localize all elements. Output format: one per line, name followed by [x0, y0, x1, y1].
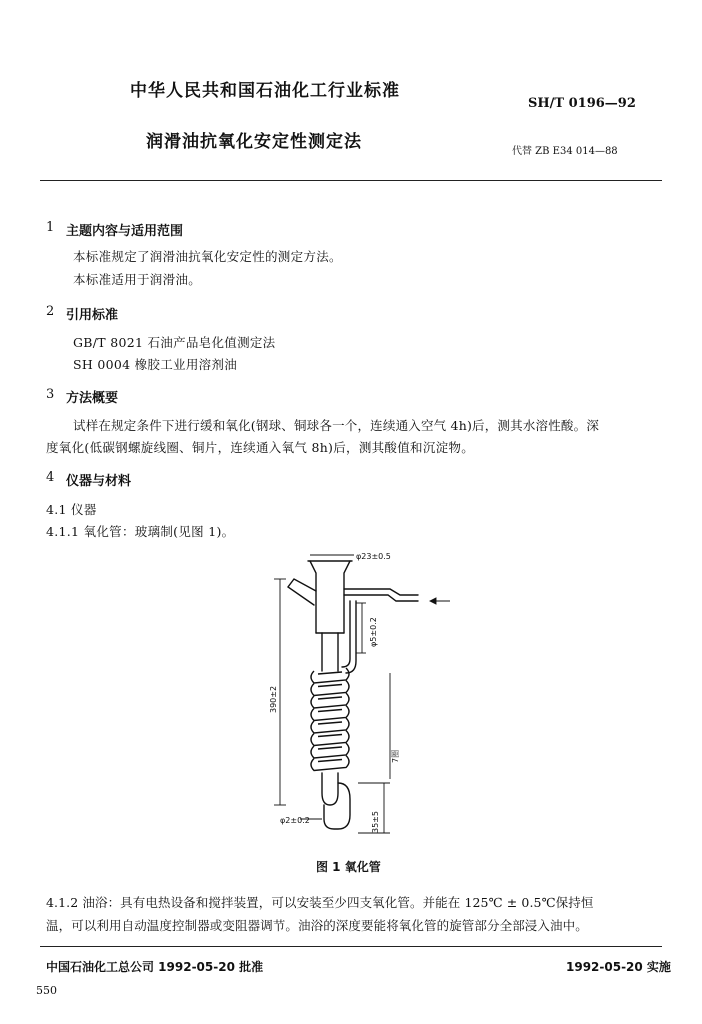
section-2-number: 2 — [46, 304, 55, 319]
section-3-line-1: 试样在规定条件下进行缓和氧化(钢球、铜球各一个，连续通入空气 4h)后，测其水溶性酸。深 — [73, 418, 600, 433]
section-4-number: 4 — [46, 470, 55, 485]
coil-turn-inner — [318, 760, 342, 762]
coil-turn-inner — [318, 672, 342, 674]
page-number: 550 — [36, 984, 57, 997]
org-standard-heading: 中华人民共和国石油化工行业标准 — [130, 81, 400, 101]
dimension-bottom-length: 35±5 — [371, 811, 380, 833]
replaces-note: 代替 ZB E34 014—88 — [512, 146, 618, 157]
coil-turn-inner — [318, 722, 342, 724]
dimension-height: 390±2 — [269, 685, 278, 713]
section-1-number: 1 — [46, 220, 55, 235]
coil-turn-inner — [318, 697, 342, 699]
figure-caption: 图 1 氧化管 — [316, 860, 381, 874]
coil-turn — [311, 668, 349, 683]
coil-turn-inner — [318, 747, 342, 749]
section-4-1-1: 4.1.1 氧化管：玻璃制(见图 1)。 — [46, 524, 235, 539]
section-2-title: 引用标准 — [66, 308, 119, 323]
section-4-1-2-line-1: 4.1.2 油浴：具有电热设备和搅拌装置，可以安装至少四支氧化管。并能在 125℃ ± 0.5℃保持恒 — [46, 895, 594, 910]
reference-gbt-8021: GB/T 8021 石油产品皂化值测定法 — [73, 335, 276, 350]
doc-code: SH/T 0196—92 — [528, 96, 636, 111]
section-4-title: 仪器与材料 — [66, 474, 132, 489]
dimension-top-diameter: φ23±0.5 — [356, 552, 391, 561]
coil-turn-inner — [318, 735, 342, 737]
reference-sh-0004: SH 0004 橡胶工业用溶剂油 — [73, 357, 238, 372]
coil-turn-inner — [318, 685, 342, 687]
section-4-1-2-line-2: 温，可以利用自动温度控制器或变阻器调节。油浴的深度要能将氧化管的旋管部分全部浸入油中。 — [46, 918, 588, 933]
dimension-coil-count: 7圈 — [391, 749, 400, 763]
section-1-para-2: 本标准适用于润滑油。 — [73, 272, 202, 287]
section-1-title: 主题内容与适用范围 — [66, 224, 184, 239]
footer-rule — [40, 946, 662, 947]
approval-note: 中国石油化工总公司 1992-05-20 批准 — [46, 960, 264, 974]
header-rule — [40, 180, 662, 181]
dimension-bottom-diameter: φ2±0.2 — [280, 816, 310, 825]
section-1-para-1: 本标准规定了润滑油抗氧化安定性的测定方法。 — [73, 249, 342, 264]
section-3-number: 3 — [46, 387, 55, 402]
document-title: 润滑油抗氧化安定性测定法 — [146, 132, 362, 152]
implementation-note: 1992-05-20 实施 — [566, 960, 671, 974]
coil-turn-inner — [318, 710, 342, 712]
section-3-title: 方法概要 — [66, 391, 119, 406]
section-4-1: 4.1 仪器 — [46, 502, 97, 517]
dimension-inner-diameter: φ5±0.2 — [369, 617, 378, 647]
section-3-line-2: 度氧化(低碳钢螺旋线圈、铜片，连续通入氧气 8h)后，测其酸值和沉淀物。 — [46, 440, 475, 455]
oxidation-tube-figure — [250, 543, 450, 845]
